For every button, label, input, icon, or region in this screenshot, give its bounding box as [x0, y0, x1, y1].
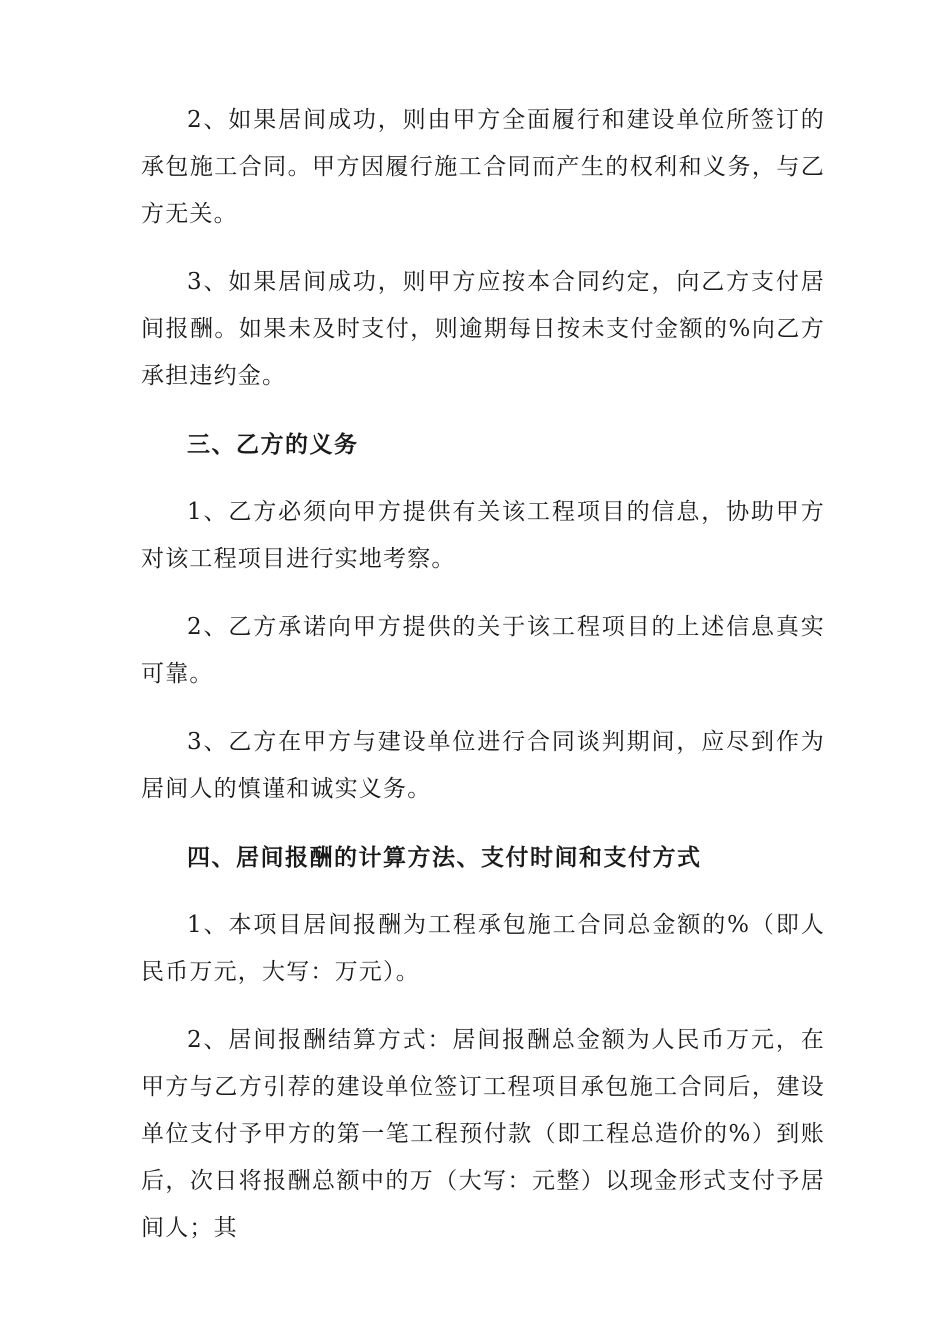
section-heading-party-b-obligations: 三、乙方的义务 [187, 431, 359, 458]
party-b-clause-2: 2、乙方承诺向甲方提供的关于该工程项目的上述信息真实可靠。 [141, 614, 825, 687]
section-heading-remuneration: 四、居间报酬的计算方法、支付时间和支付方式 [187, 844, 702, 871]
clause-2-paragraph: 2、如果居间成功，则由甲方全面履行和建设单位所签订的承包施工合同。甲方因履行施工合同而产生的权利和义务，与乙方无关。 [141, 107, 825, 227]
party-b-clause-1: 1、乙方必须向甲方提供有关该工程项目的信息，协助甲方对该工程项目进行实地考察。 [141, 499, 825, 572]
remuneration-clause-2: 2、居间报酬结算方式：居间报酬总金额为人民币万元，在甲方与乙方引荐的建设单位签订工程项目承包施工合同后，建设单位支付予甲方的第一笔工程预付款（即工程总造价的%）到账后，次日将报酬总额中的万（大写：元整）以现金形式支付予居间人；其 [141, 1027, 825, 1241]
party-b-clause-3: 3、乙方在甲方与建设单位进行合同谈判期间，应尽到作为居间人的慎谨和诚实义务。 [141, 729, 825, 802]
document-body [141, 97, 825, 1252]
clause-3-paragraph: 3、如果居间成功，则甲方应按本合同约定，向乙方支付居间报酬。如果未及时支付，则逾期每日按未支付金额的%向乙方承担违约金。 [141, 269, 825, 389]
remuneration-clause-1: 1、本项目居间报酬为工程承包施工合同总金额的%（即人民币万元，大写：万元）。 [141, 912, 825, 985]
